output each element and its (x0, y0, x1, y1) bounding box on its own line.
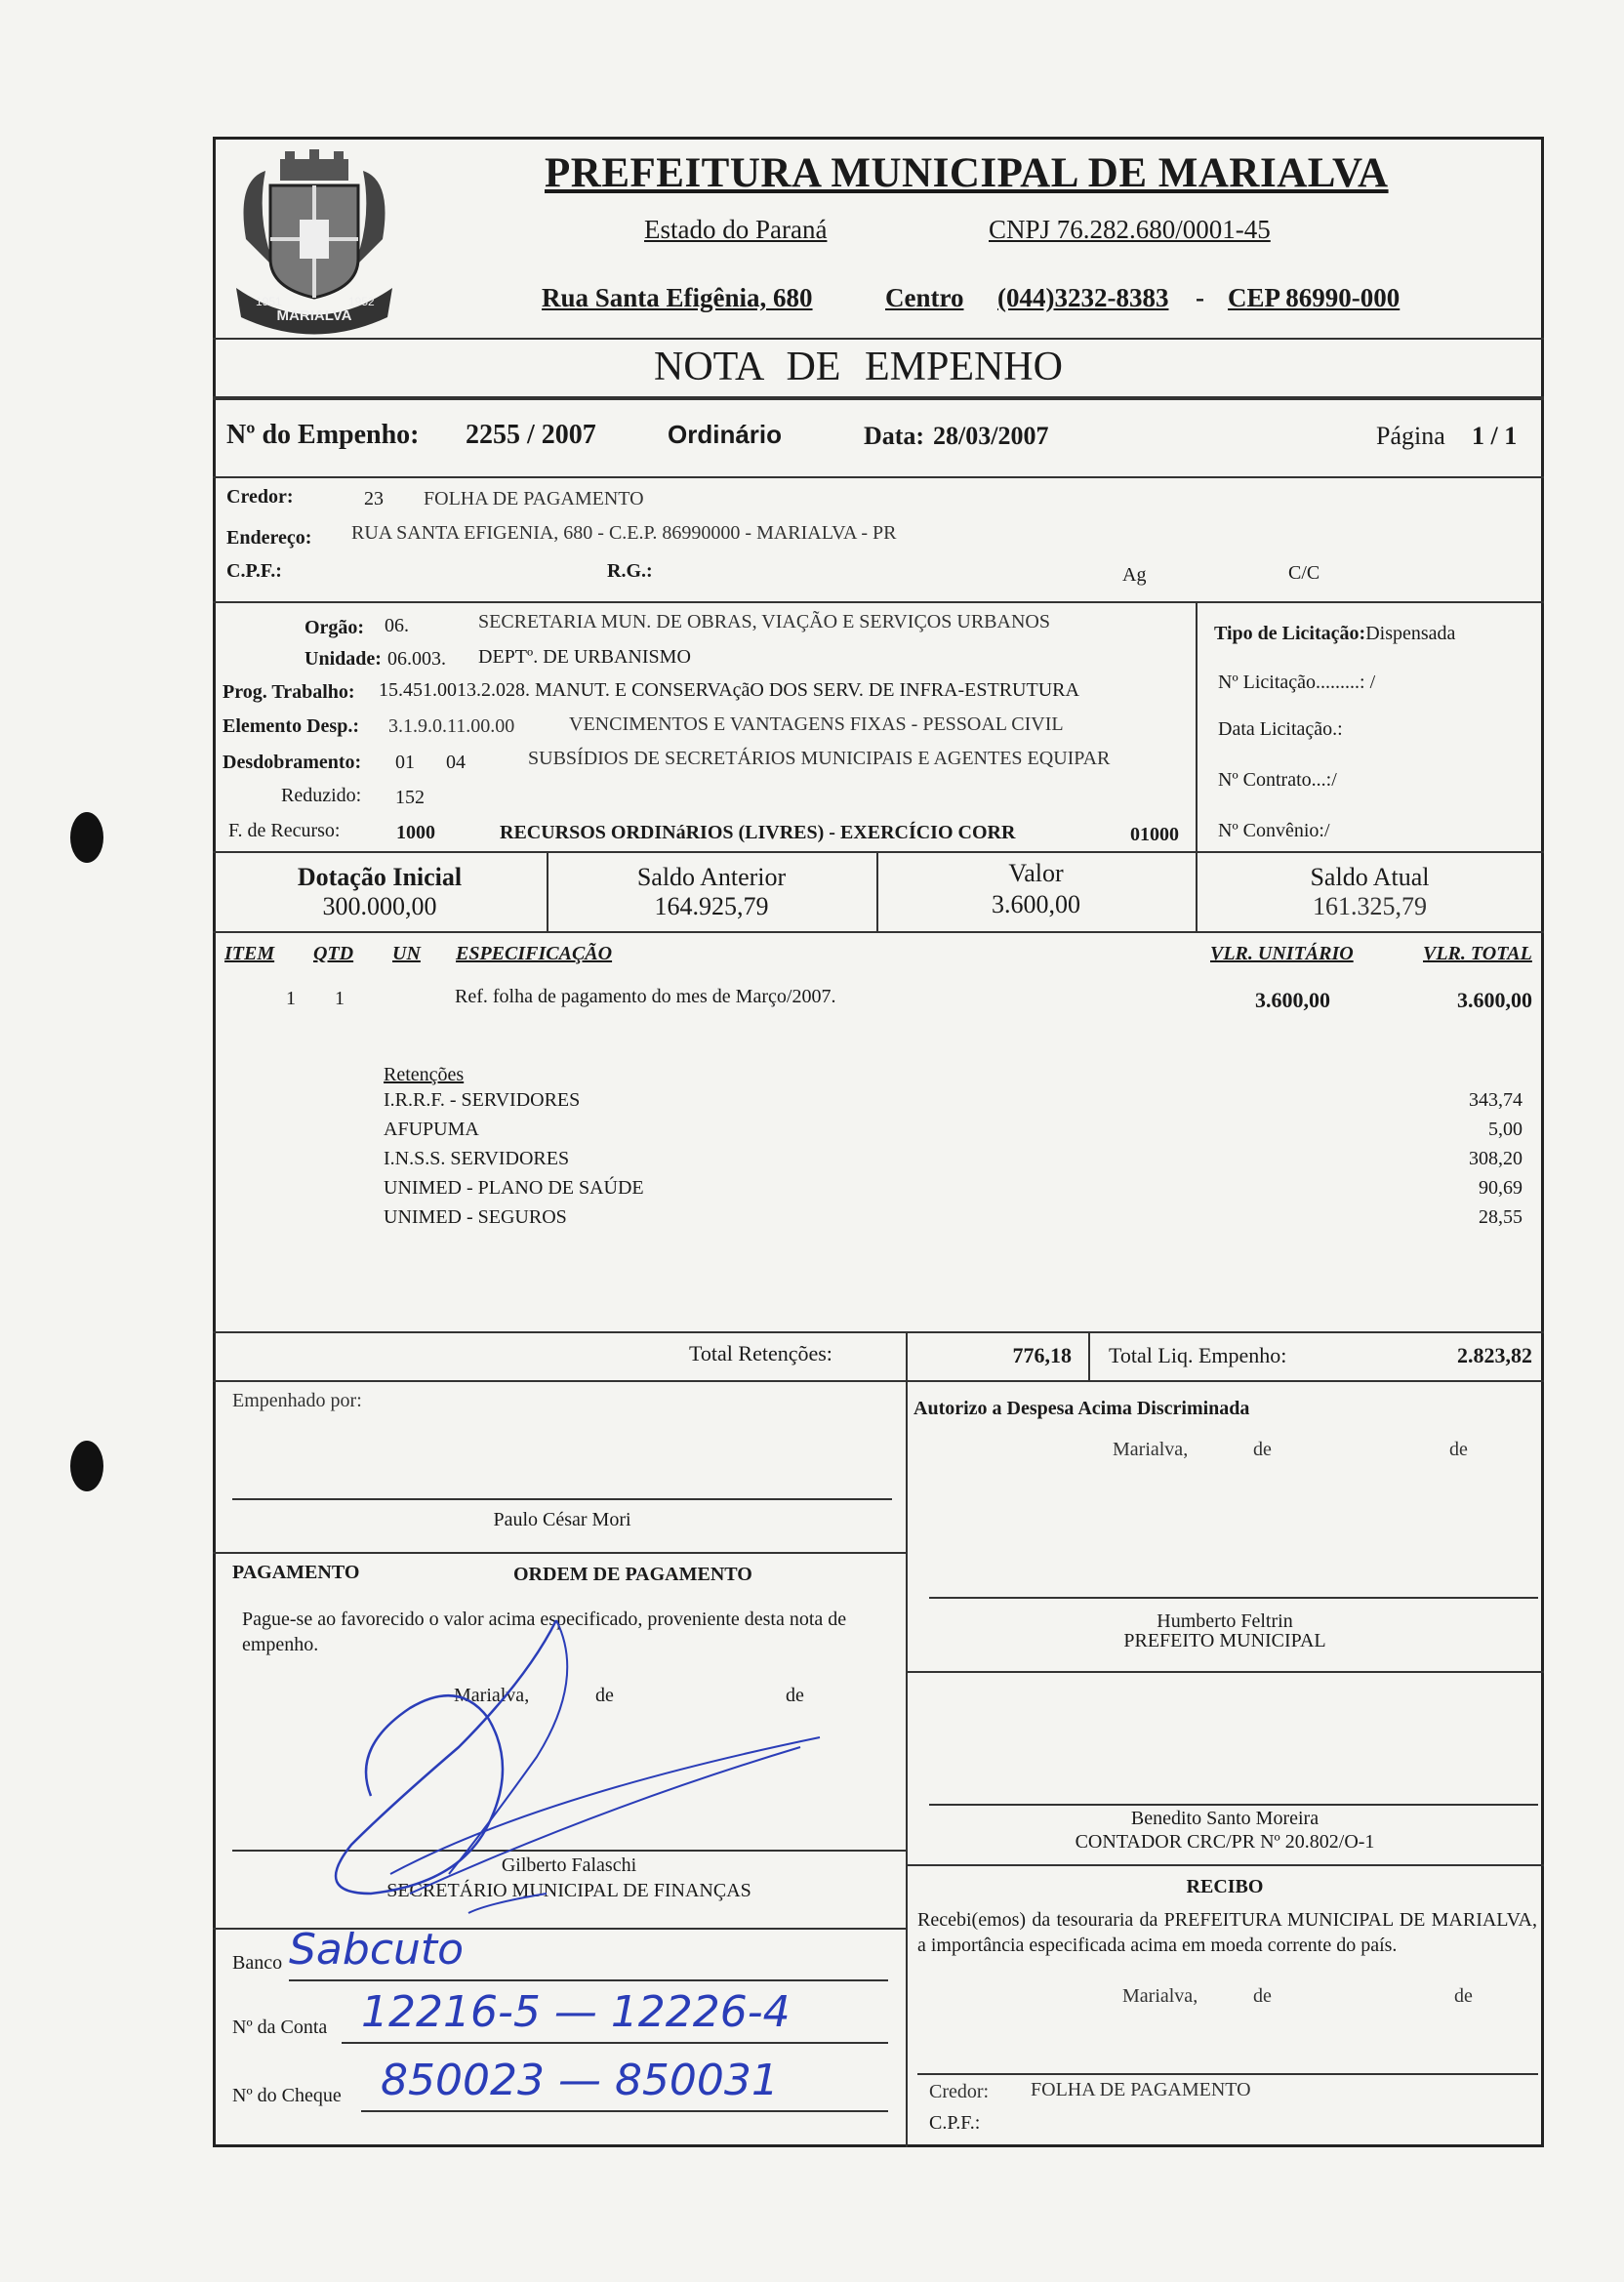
desdobramento-b: 04 (446, 752, 466, 773)
dotacao-value: 300.000,00 (322, 892, 437, 920)
recibo-de1: de (1253, 1985, 1272, 2007)
credor-address: RUA SANTA EFIGENIA, 680 - C.E.P. 86990000 - MARIALVA - PR (351, 522, 897, 544)
saldo-atual-value: 161.325,79 (1313, 892, 1427, 920)
header-cep: CEP 86990-000 (1228, 283, 1401, 312)
autorizo-de2: de (1449, 1439, 1468, 1460)
retencao-value: 5,00 (1488, 1119, 1522, 1140)
banco-label: Banco (232, 1952, 283, 1974)
ordem-pagamento-title: ORDEM DE PAGAMENTO (513, 1564, 752, 1585)
pagamento-place: Marialva, (454, 1685, 530, 1706)
header-state: Estado do Paraná (644, 215, 828, 244)
retencao-label: AFUPUMA (384, 1119, 479, 1140)
divider (213, 1331, 1544, 1333)
unidade-name: DEPTº. DE URBANISMO (478, 646, 691, 668)
recibo-place: Marialva, (1122, 1985, 1198, 2007)
signature-line (929, 1597, 1538, 1599)
divider (213, 851, 1544, 853)
licitacao-date: Data Licitação.: (1218, 718, 1343, 740)
reduzido-label: Reduzido: (281, 785, 362, 806)
logo-year-right: 1952 (348, 295, 375, 308)
cheque-value: 850023 — 850031 (381, 2056, 779, 2105)
desdobramento-a: 01 (395, 752, 415, 773)
header-street: Rua Santa Efigênia, 680 (542, 283, 813, 312)
col-qtd: QTD (313, 943, 354, 964)
orgao-name: SECRETARIA MUN. DE OBRAS, VIAÇÃO E SERVIÇOS URBANOS (478, 611, 1050, 632)
empenho-date: 28/03/2007 (933, 422, 1049, 450)
col-un: UN (392, 943, 421, 964)
recibo-credor: FOLHA DE PAGAMENTO (1031, 2079, 1251, 2100)
cpf-label: C.P.F.: (226, 560, 282, 582)
empenhado-por-label: Empenhado por: (232, 1390, 362, 1411)
divider (1196, 601, 1198, 851)
autorizo-title: Autorizo a Despesa Acima Discriminada (914, 1398, 1250, 1419)
cheque-label: Nº do Cheque (232, 2085, 342, 2106)
punch-hole (70, 1441, 103, 1491)
retencao-label: I.R.R.F. - SERVIDORES (384, 1089, 581, 1111)
retencao-value: 90,69 (1479, 1177, 1522, 1199)
contrato-number: Nº Contrato...:/ (1218, 769, 1337, 791)
orgao-label: Orgão: (304, 617, 365, 638)
reduzido-value: 152 (395, 787, 425, 808)
prog-value: 15.451.0013.2.028. MANUT. E CONSERVAçãO DOS SERV. DE INFRA-ESTRUTURA (379, 679, 1079, 701)
cc-label: C/C (1288, 562, 1320, 584)
signature-line (917, 2073, 1538, 2075)
divider (1088, 1331, 1090, 1380)
item-qtd: 1 (335, 988, 345, 1009)
valor-label: Valor (1008, 859, 1064, 887)
total-retencoes-value: 776,18 (1012, 1343, 1072, 1367)
elemento-code: 3.1.9.0.11.00.00 (388, 715, 515, 737)
autorizo-de1: de (1253, 1439, 1272, 1460)
recibo-cpf-label: C.P.F.: (929, 2112, 981, 2134)
divider (906, 1380, 908, 2147)
credor-code: 23 (364, 488, 384, 509)
retencao-value: 343,74 (1469, 1089, 1522, 1111)
retencao-value: 28,55 (1479, 1206, 1522, 1228)
conta-value: 12216-5 — 12226-4 (361, 1987, 791, 2037)
recurso-name: RECURSOS ORDINáRIOS (LIVRES) - EXERCÍCIO CORR (500, 822, 1016, 843)
prefeito-name: Humberto Feltrin (1157, 1610, 1293, 1632)
col-especificacao: ESPECIFICAÇÃO (456, 943, 613, 964)
divider (213, 931, 1544, 933)
desdobramento-label: Desdobramento: (223, 752, 362, 773)
header-title: PREFEITURA MUNICIPAL DE MARIALVA (545, 150, 1389, 196)
retencao-label: UNIMED - SEGUROS (384, 1206, 567, 1228)
header-cnpj: CNPJ 76.282.680/0001-45 (989, 215, 1271, 244)
total-liquido-value: 2.823,82 (1457, 1343, 1532, 1367)
tipo-licitacao-label: Tipo de Licitação: (1214, 623, 1366, 644)
signature-line (929, 1804, 1538, 1806)
credor-name: FOLHA DE PAGAMENTO (424, 488, 644, 509)
saldo-atual-label: Saldo Atual (1310, 863, 1430, 891)
document-title: NOTA DE EMPENHO (654, 345, 1063, 389)
divider (906, 1331, 908, 1380)
convenio-number: Nº Convênio:/ (1218, 820, 1330, 841)
divider (213, 1552, 906, 1554)
recurso-suffix: 01000 (1130, 824, 1179, 845)
contador-name: Benedito Santo Moreira (1130, 1808, 1320, 1829)
handwritten-signature (293, 1601, 839, 1933)
credor-label: Credor: (226, 486, 294, 508)
header-sep: - (1196, 283, 1204, 312)
divider (213, 1380, 1544, 1382)
coat-of-arms-logo (226, 142, 402, 337)
empenho-number-label: Nº do Empenho: (226, 420, 420, 450)
item-unit-value: 3.600,00 (1255, 988, 1330, 1012)
banco-value: Sabcuto (289, 1925, 465, 1975)
pagamento-text: Pague-se ao favorecido o valor acima especificado, proveniente desta nota de empenho. (242, 1609, 847, 1655)
unidade-label: Unidade: (304, 648, 382, 670)
licitacao-number: Nº Licitação.........: / (1218, 672, 1376, 693)
page-label: Página (1376, 422, 1445, 450)
elemento-name: VENCIMENTOS E VANTAGENS FIXAS - PESSOAL CIVIL (569, 713, 1064, 735)
recibo-text: Recebi(emos) da tesouraria da PREFEITURA MUNICIPAL DE MARIALVA, a importância especificada acima em moeda corrente do país. (917, 1909, 1537, 1956)
contador-role: CONTADOR CRC/PR Nº 20.802/O-1 (1075, 1831, 1375, 1853)
logo-year-left: 1951 (256, 295, 282, 308)
empenhado-name: Paulo César Mori (493, 1509, 631, 1530)
elemento-label: Elemento Desp.: (223, 715, 359, 737)
page-number: 1 / 1 (1472, 422, 1518, 450)
retencao-value: 308,20 (1469, 1148, 1522, 1169)
recibo-credor-label: Credor: (929, 2081, 990, 2102)
address-label: Endereço: (226, 527, 312, 549)
empenho-type: Ordinário (668, 420, 783, 449)
saldo-anterior-label: Saldo Anterior (636, 863, 787, 891)
conta-label: Nº da Conta (232, 2017, 328, 2038)
divider (213, 601, 1544, 603)
divider (213, 476, 1544, 478)
field-line (361, 2110, 888, 2112)
rg-label: R.G.: (607, 560, 653, 582)
field-line (289, 1979, 888, 1981)
item-total-value: 3.600,00 (1457, 988, 1532, 1012)
recurso-label: F. de Recurso: (228, 820, 341, 841)
item-number: 1 (286, 988, 296, 1009)
col-vlr-total: VLR. TOTAL (1423, 943, 1532, 964)
recibo-de2: de (1454, 1985, 1473, 2007)
prefeito-role: PREFEITO MUNICIPAL (1123, 1630, 1326, 1651)
pagamento-signer-role: SECRETÁRIO MUNICIPAL DE FINANÇAS (386, 1880, 751, 1901)
pagamento-label: PAGAMENTO (232, 1562, 360, 1583)
tipo-licitacao-value: Dispensada (1365, 623, 1456, 644)
col-vlr-unitario: VLR. UNITÁRIO (1210, 943, 1354, 964)
divider (213, 396, 1544, 400)
dotacao-label: Dotação Inicial (297, 863, 463, 891)
item-description: Ref. folha de pagamento do mes de Março/2007. (455, 986, 836, 1007)
unidade-code: 06.003. (387, 648, 446, 670)
prog-label: Prog. Trabalho: (223, 681, 355, 703)
divider (906, 1671, 1544, 1673)
divider (213, 338, 1544, 340)
total-retencoes-label: Total Retenções: (689, 1341, 832, 1365)
recurso-code: 1000 (396, 822, 435, 843)
col-item: ITEM (224, 943, 275, 964)
empenho-number: 2255 / 2007 (466, 420, 596, 450)
empenho-date-label: Data: (864, 422, 925, 450)
retencoes-title: Retenções (384, 1064, 465, 1085)
logo-banner-text: MARIALVA (276, 307, 352, 324)
autorizo-place: Marialva, (1113, 1439, 1189, 1460)
punch-hole (70, 812, 103, 863)
header-district: Centro (885, 283, 964, 312)
pagamento-de2: de (786, 1685, 804, 1706)
orgao-code: 06. (385, 615, 409, 636)
valor-value: 3.600,00 (992, 890, 1080, 918)
divider (906, 1864, 1544, 1866)
pagamento-de1: de (595, 1685, 614, 1706)
signature-line (232, 1498, 892, 1500)
field-line (342, 2042, 888, 2044)
retencao-label: I.N.S.S. SERVIDORES (384, 1148, 570, 1169)
desdobramento-name: SUBSÍDIOS DE SECRETÁRIOS MUNICIPAIS E AGENTES EQUIPAR (528, 748, 1111, 769)
total-liquido-label: Total Liq. Empenho: (1109, 1343, 1287, 1367)
header-phone: (044)3232-8383 (997, 283, 1169, 312)
ag-label: Ag (1122, 564, 1147, 586)
recibo-title: RECIBO (1186, 1876, 1264, 1897)
pagamento-signer-name: Gilberto Falaschi (501, 1854, 637, 1876)
saldo-anterior-value: 164.925,79 (654, 892, 769, 920)
retencao-label: UNIMED - PLANO DE SAÚDE (384, 1177, 644, 1199)
